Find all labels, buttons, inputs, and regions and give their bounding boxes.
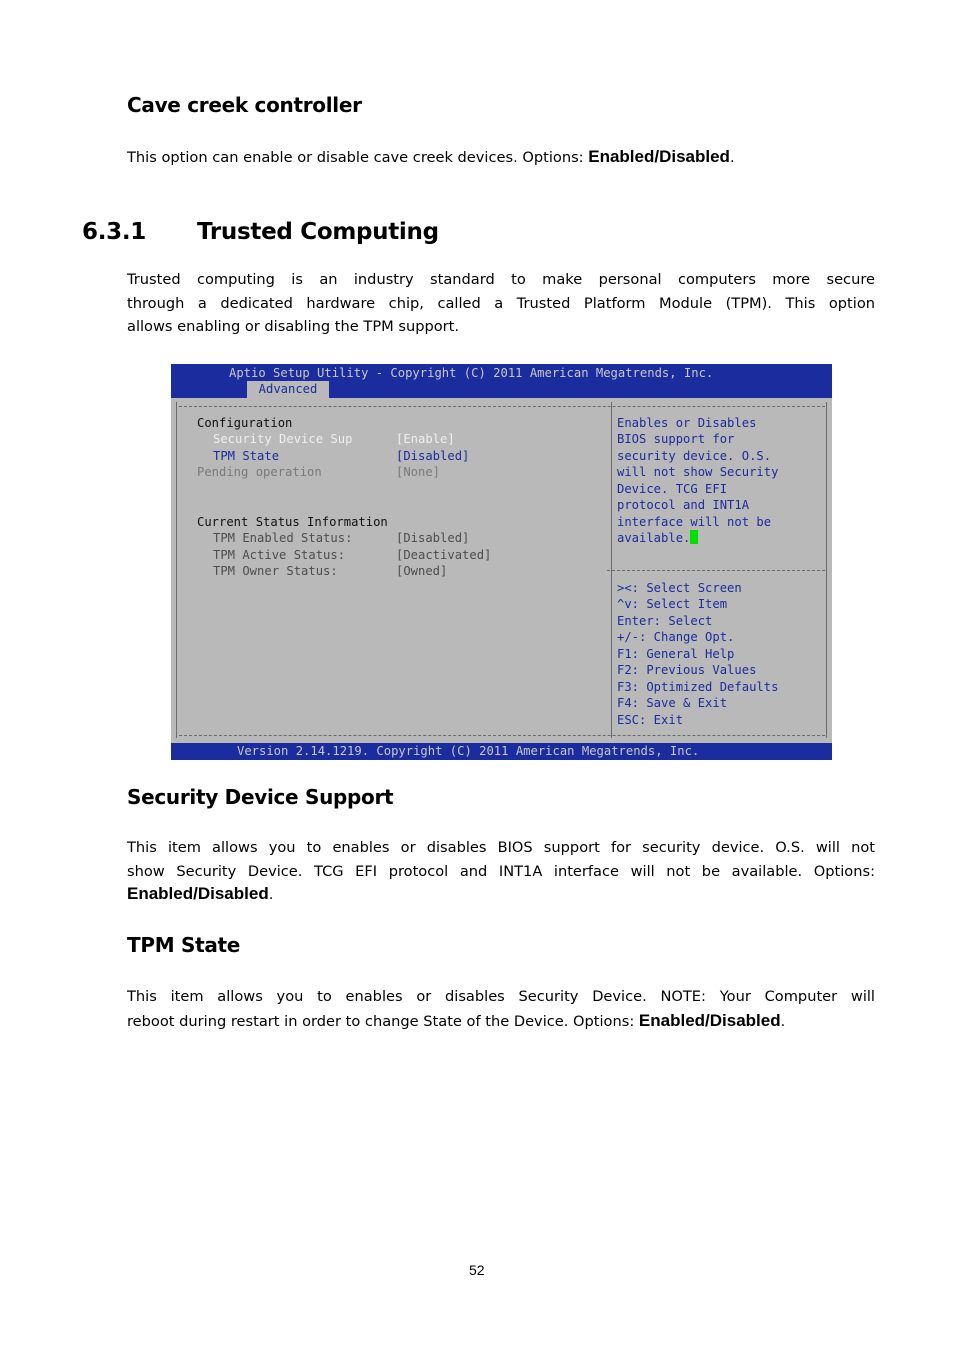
key-previous-values: F2: Previous Values — [617, 663, 757, 677]
cave-creek-description — [127, 145, 735, 170]
key-general-help: F1: General Help — [617, 647, 735, 661]
help-line: protocol and INT1A — [617, 498, 750, 512]
page-number: 52 — [469, 1262, 485, 1278]
security-options-line — [127, 882, 273, 907]
tpm-options: Enabled/Disabled — [638, 1011, 781, 1030]
key-select-screen: ><: Select Screen — [617, 581, 742, 595]
security-period: . — [268, 886, 274, 903]
frame-center-divider — [611, 402, 612, 738]
text-cursor — [690, 530, 698, 544]
bios-version-bar — [171, 743, 832, 760]
tpm-line-2-text: reboot during restart in order to change State of the Device. Options: — [127, 1013, 639, 1030]
key-enter-select: Enter: Select — [617, 614, 713, 628]
current-status-header: Current Status Information — [197, 515, 388, 529]
bios-title-bar — [171, 364, 832, 398]
help-line-text: available. — [617, 531, 691, 545]
trusted-line-1: Trusted computing is an industry standard to make personal computers more secure — [127, 271, 875, 288]
heading-security-device-support: Security Device Support — [127, 785, 394, 809]
bios-title: Aptio Setup Utility - Copyright (C) 2011 American Megatrends, Inc. — [229, 366, 714, 380]
key-change-opt: +/-: Change Opt. — [617, 630, 735, 644]
bios-version: Version 2.14.1219. Copyright (C) 2011 American Megatrends, Inc. — [237, 744, 700, 758]
help-line: Device. TCG EFI — [617, 482, 728, 496]
frame-bottom-border — [179, 735, 825, 736]
help-line-last — [617, 530, 698, 547]
security-device-sup-label[interactable]: Security Device Sup — [213, 432, 353, 446]
frame-top-border — [179, 406, 825, 407]
tpm-line-1: This item allows you to enables or disables Security Device. NOTE: Your Computer will — [127, 988, 875, 1005]
key-optimized-defaults: F3: Optimized Defaults — [617, 680, 779, 694]
help-divider — [607, 570, 825, 571]
configuration-header: Configuration — [197, 416, 293, 430]
key-select-item: ^v: Select Item — [617, 597, 728, 611]
security-options: Enabled/Disabled — [127, 884, 269, 903]
key-save-exit: F4: Save & Exit — [617, 696, 728, 710]
pending-operation-value: [None] — [396, 465, 441, 479]
tpm-enabled-status-value: [Disabled] — [396, 531, 470, 545]
trusted-line-3: allows enabling or disabling the TPM support. — [127, 318, 460, 335]
tpm-active-status-value: [Deactivated] — [396, 548, 492, 562]
tab-advanced[interactable]: Advanced — [247, 381, 329, 398]
help-line: will not show Security — [617, 465, 779, 479]
bios-screenshot — [171, 364, 832, 760]
tpm-state-label[interactable]: TPM State — [213, 449, 280, 463]
frame-left-border — [176, 402, 177, 738]
tpm-active-status-label: TPM Active Status: — [213, 548, 346, 562]
frame-right-border — [826, 402, 827, 738]
key-esc-exit: ESC: Exit — [617, 713, 684, 727]
help-line: BIOS support for — [617, 432, 735, 446]
security-line-2: show Security Device. TCG EFI protocol and INT1A interface will not be available. Options: — [127, 863, 875, 880]
tpm-state-value[interactable]: [Disabled] — [396, 449, 470, 463]
tpm-enabled-status-label: TPM Enabled Status: — [213, 531, 353, 545]
help-line: Enables or Disables — [617, 416, 757, 430]
security-line-1: This item allows you to enables or disables BIOS support for security device. O.S. will not — [127, 839, 875, 856]
cave-creek-options: Enabled/Disabled — [588, 147, 730, 166]
cave-creek-text: This option can enable or disable cave creek devices. Options: — [127, 149, 589, 166]
help-line: security device. O.S. — [617, 449, 772, 463]
pending-operation-label: Pending operation — [197, 465, 322, 479]
security-device-sup-value[interactable]: [Enable] — [396, 432, 455, 446]
heading-trusted-computing: Trusted Computing — [197, 219, 439, 245]
help-line: interface will not be — [617, 515, 772, 529]
tpm-owner-status-label: TPM Owner Status: — [213, 564, 338, 578]
tpm-line-2 — [127, 1009, 785, 1034]
trusted-line-2: through a dedicated hardware chip, called a Trusted Platform Module (TPM). This option — [127, 295, 875, 312]
tpm-period: . — [780, 1013, 786, 1030]
tpm-owner-status-value: [Owned] — [396, 564, 448, 578]
heading-tpm-state: TPM State — [127, 933, 241, 957]
cave-creek-period: . — [729, 149, 735, 166]
section-number: 6.3.1 — [82, 219, 146, 245]
heading-cave-creek: Cave creek controller — [127, 93, 362, 117]
